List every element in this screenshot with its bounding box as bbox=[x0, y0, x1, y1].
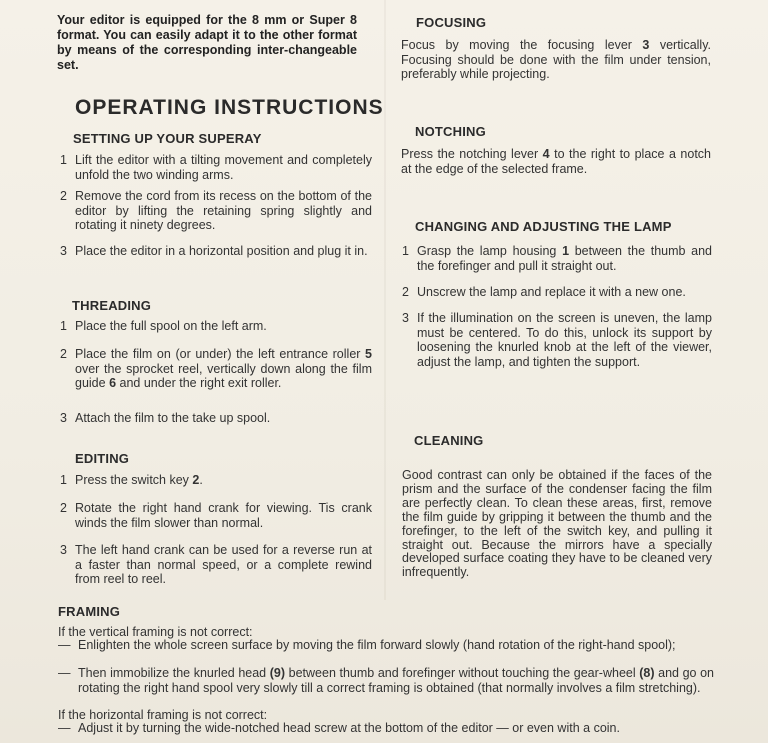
page-title: OPERATING INSTRUCTIONS bbox=[75, 96, 384, 119]
step-number: 3 bbox=[60, 543, 67, 557]
cleaning-heading: CLEANING bbox=[414, 433, 484, 448]
step-number: 1 bbox=[402, 244, 409, 258]
dash-bullet: — bbox=[58, 666, 71, 680]
step-text: Remove the cord from its recess on the bottom of the editor by lifting the retaining spring slightly and rotating it ninety degrees. bbox=[75, 189, 372, 232]
intro-text: Your editor is equipped for the 8 mm or Super 8 format. You can easily adapt it to the other format by means of the corresponding inter-changeable set. bbox=[57, 13, 357, 72]
step-text: Adjust it by turning the wide-notched head screw at the bottom of the editor — or even with a coin. bbox=[78, 721, 620, 735]
framing-vertical-intro: If the vertical framing is not correct: bbox=[58, 625, 253, 639]
step-text: Place the full spool on the left arm. bbox=[75, 319, 267, 333]
step-number: 3 bbox=[60, 244, 67, 258]
fold-crease bbox=[384, 0, 386, 600]
editing-heading: EDITING bbox=[75, 451, 130, 466]
step-number: 1 bbox=[60, 319, 67, 333]
step-text: Unscrew the lamp and replace it with a new one. bbox=[417, 285, 686, 299]
dash-bullet: — bbox=[58, 638, 71, 652]
step-number: 2 bbox=[402, 285, 409, 299]
step-text: Enlighten the whole screen surface by moving the film forward slowly (hand rotation of the right-hand spool); bbox=[78, 638, 676, 652]
lamp-heading: CHANGING AND ADJUSTING THE LAMP bbox=[415, 219, 672, 234]
step-text: Grasp the lamp housing 1 between the thumb and the forefinger and pull it straight out. bbox=[417, 244, 712, 273]
cleaning-text: Good contrast can only be obtained if the faces of the prism and the surface of the condenser facing the film are perfectly clean. To clean these areas, first, remove the film guide by gripping it between the thumb and the forefinger, to the left of the switch key, and pulling it straight out. Because the mirrors have a specially developed surface coating they have to be cleaned very infrequently. bbox=[402, 468, 712, 580]
step-number: 2 bbox=[60, 189, 67, 203]
step-number: 2 bbox=[60, 347, 67, 361]
step-text: Then immobilize the knurled head (9) between thumb and forefinger without touching the gear-wheel (8) and go on rotating the right hand spool very slowly till a correct framing is obtained (that normally involves a film stretching). bbox=[78, 666, 714, 695]
step-text: Rotate the right hand crank for viewing. Tis crank winds the film slower than normal. bbox=[75, 501, 372, 530]
step-text: Place the film on (or under) the left entrance roller 5 over the sprocket reel, vertically down along the film guide 6 and under the right exit roller. bbox=[75, 347, 372, 390]
step-number: 1 bbox=[60, 153, 67, 167]
step-number: 3 bbox=[60, 411, 67, 425]
focusing-heading: FOCUSING bbox=[416, 15, 487, 30]
step-text: Press the switch key 2. bbox=[75, 473, 203, 487]
focusing-text: Focus by moving the focusing lever 3 vertically. Focusing should be done with the film under tension, preferably while projecting. bbox=[401, 38, 711, 81]
notching-heading: NOTCHING bbox=[415, 124, 486, 139]
framing-horizontal-intro: If the horizontal framing is not correct: bbox=[58, 708, 268, 722]
step-text: If the illumination on the screen is uneven, the lamp must be centered. To do this, unlock its support by loosening the knurled knob at the left of the viewer, adjust the lamp, and tighten the support. bbox=[417, 311, 712, 369]
framing-heading: FRAMING bbox=[58, 604, 121, 619]
step-number: 1 bbox=[60, 473, 67, 487]
setting-up-heading: SETTING UP YOUR SUPERAY bbox=[73, 131, 262, 146]
threading-heading: THREADING bbox=[72, 298, 152, 313]
step-text: Place the editor in a horizontal position and plug it in. bbox=[75, 244, 368, 258]
step-number: 3 bbox=[402, 311, 409, 325]
step-text: Attach the film to the take up spool. bbox=[75, 411, 271, 425]
step-text: The left hand crank can be used for a reverse run at a faster than normal speed, or a complete rewind from reel to reel. bbox=[75, 543, 372, 586]
step-number: 2 bbox=[60, 501, 67, 515]
step-text: Lift the editor with a tilting movement and completely unfold the two winding arms. bbox=[75, 153, 372, 182]
notching-text: Press the notching lever 4 to the right to place a notch at the edge of the selected frame. bbox=[401, 147, 711, 176]
dash-bullet: — bbox=[58, 721, 71, 735]
